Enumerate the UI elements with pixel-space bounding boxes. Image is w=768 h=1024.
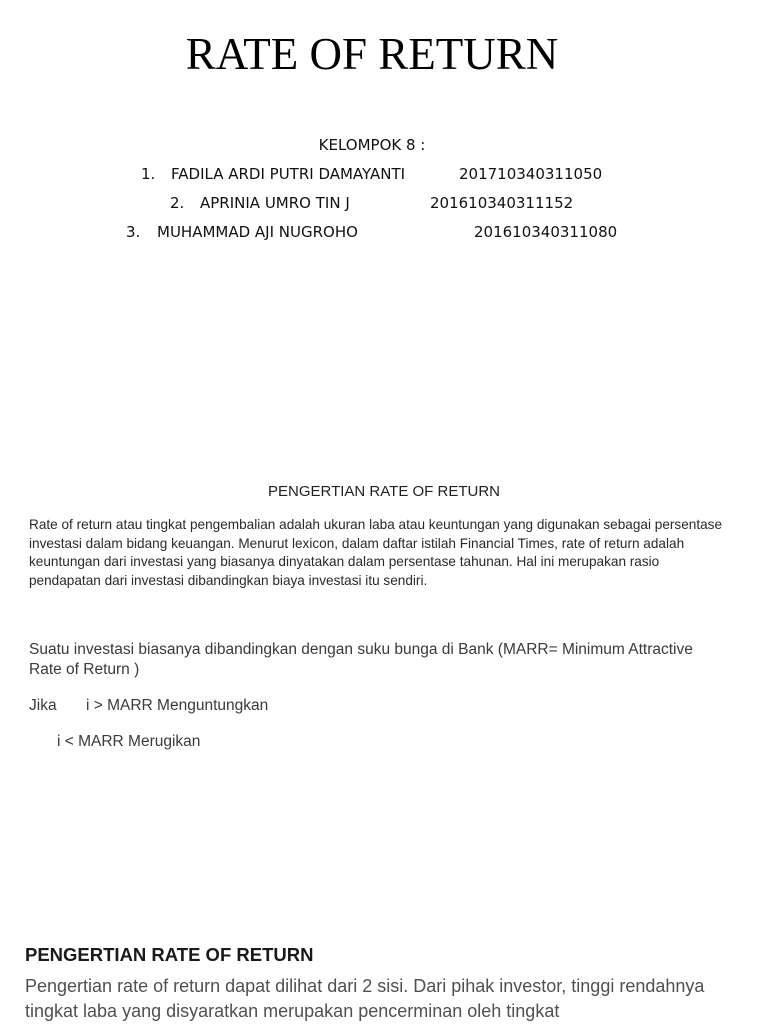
marr-paragraph: Suatu investasi biasanya dibandingkan dengan suku bunga di Bank (MARR= Minimum Attractive Rate of Return )	[29, 641, 693, 678]
member-number: 2.	[170, 194, 185, 212]
page-title: RATE OF RETURN	[185, 29, 559, 79]
member-number: 1.	[141, 165, 156, 183]
intro-paragraph: Pengertian rate of return dapat dilihat dari 2 sisi. Dari pihak investor, tinggi rendahnya tingkat laba yang disyaratkan merupakan pencerminan oleh tingkat	[25, 976, 705, 1021]
jika-label: Jika	[29, 697, 57, 714]
member-name: MUHAMMAD AJI NUGROHO	[157, 223, 358, 241]
condition-profitable: i > MARR Menguntungkan	[86, 697, 269, 714]
member-id: 201610340311152	[430, 194, 574, 212]
member-id: 201610340311080	[474, 223, 618, 241]
condition-loss: i < MARR Merugikan	[57, 733, 201, 750]
section-heading: PENGERTIAN RATE OF RETURN	[268, 483, 500, 500]
member-number: 3.	[126, 223, 141, 241]
definition-paragraph: Rate of return atau tingkat pengembalian adalah ukuran laba atau keuntungan yang digunakan sebagai persentase investasi dalam bidang keuangan. Menurut lexicon, dalam daftar istilah Financial Times, rate of return adalah keuntungan dari investasi yang biasanya dinyatakan dalam persentase tahunan. Hal ini merupakan rasio pendapatan dari investasi dibandingkan biaya investasi itu sendiri.	[29, 517, 723, 588]
section-heading: PENGERTIAN RATE OF RETURN	[25, 944, 314, 965]
member-name: APRINIA UMRO TIN J	[200, 194, 350, 212]
member-id: 201710340311050	[459, 165, 603, 183]
group-label: KELOMPOK 8 :	[318, 136, 426, 154]
member-name: FADILA ARDI PUTRI DAMAYANTI	[171, 165, 406, 183]
